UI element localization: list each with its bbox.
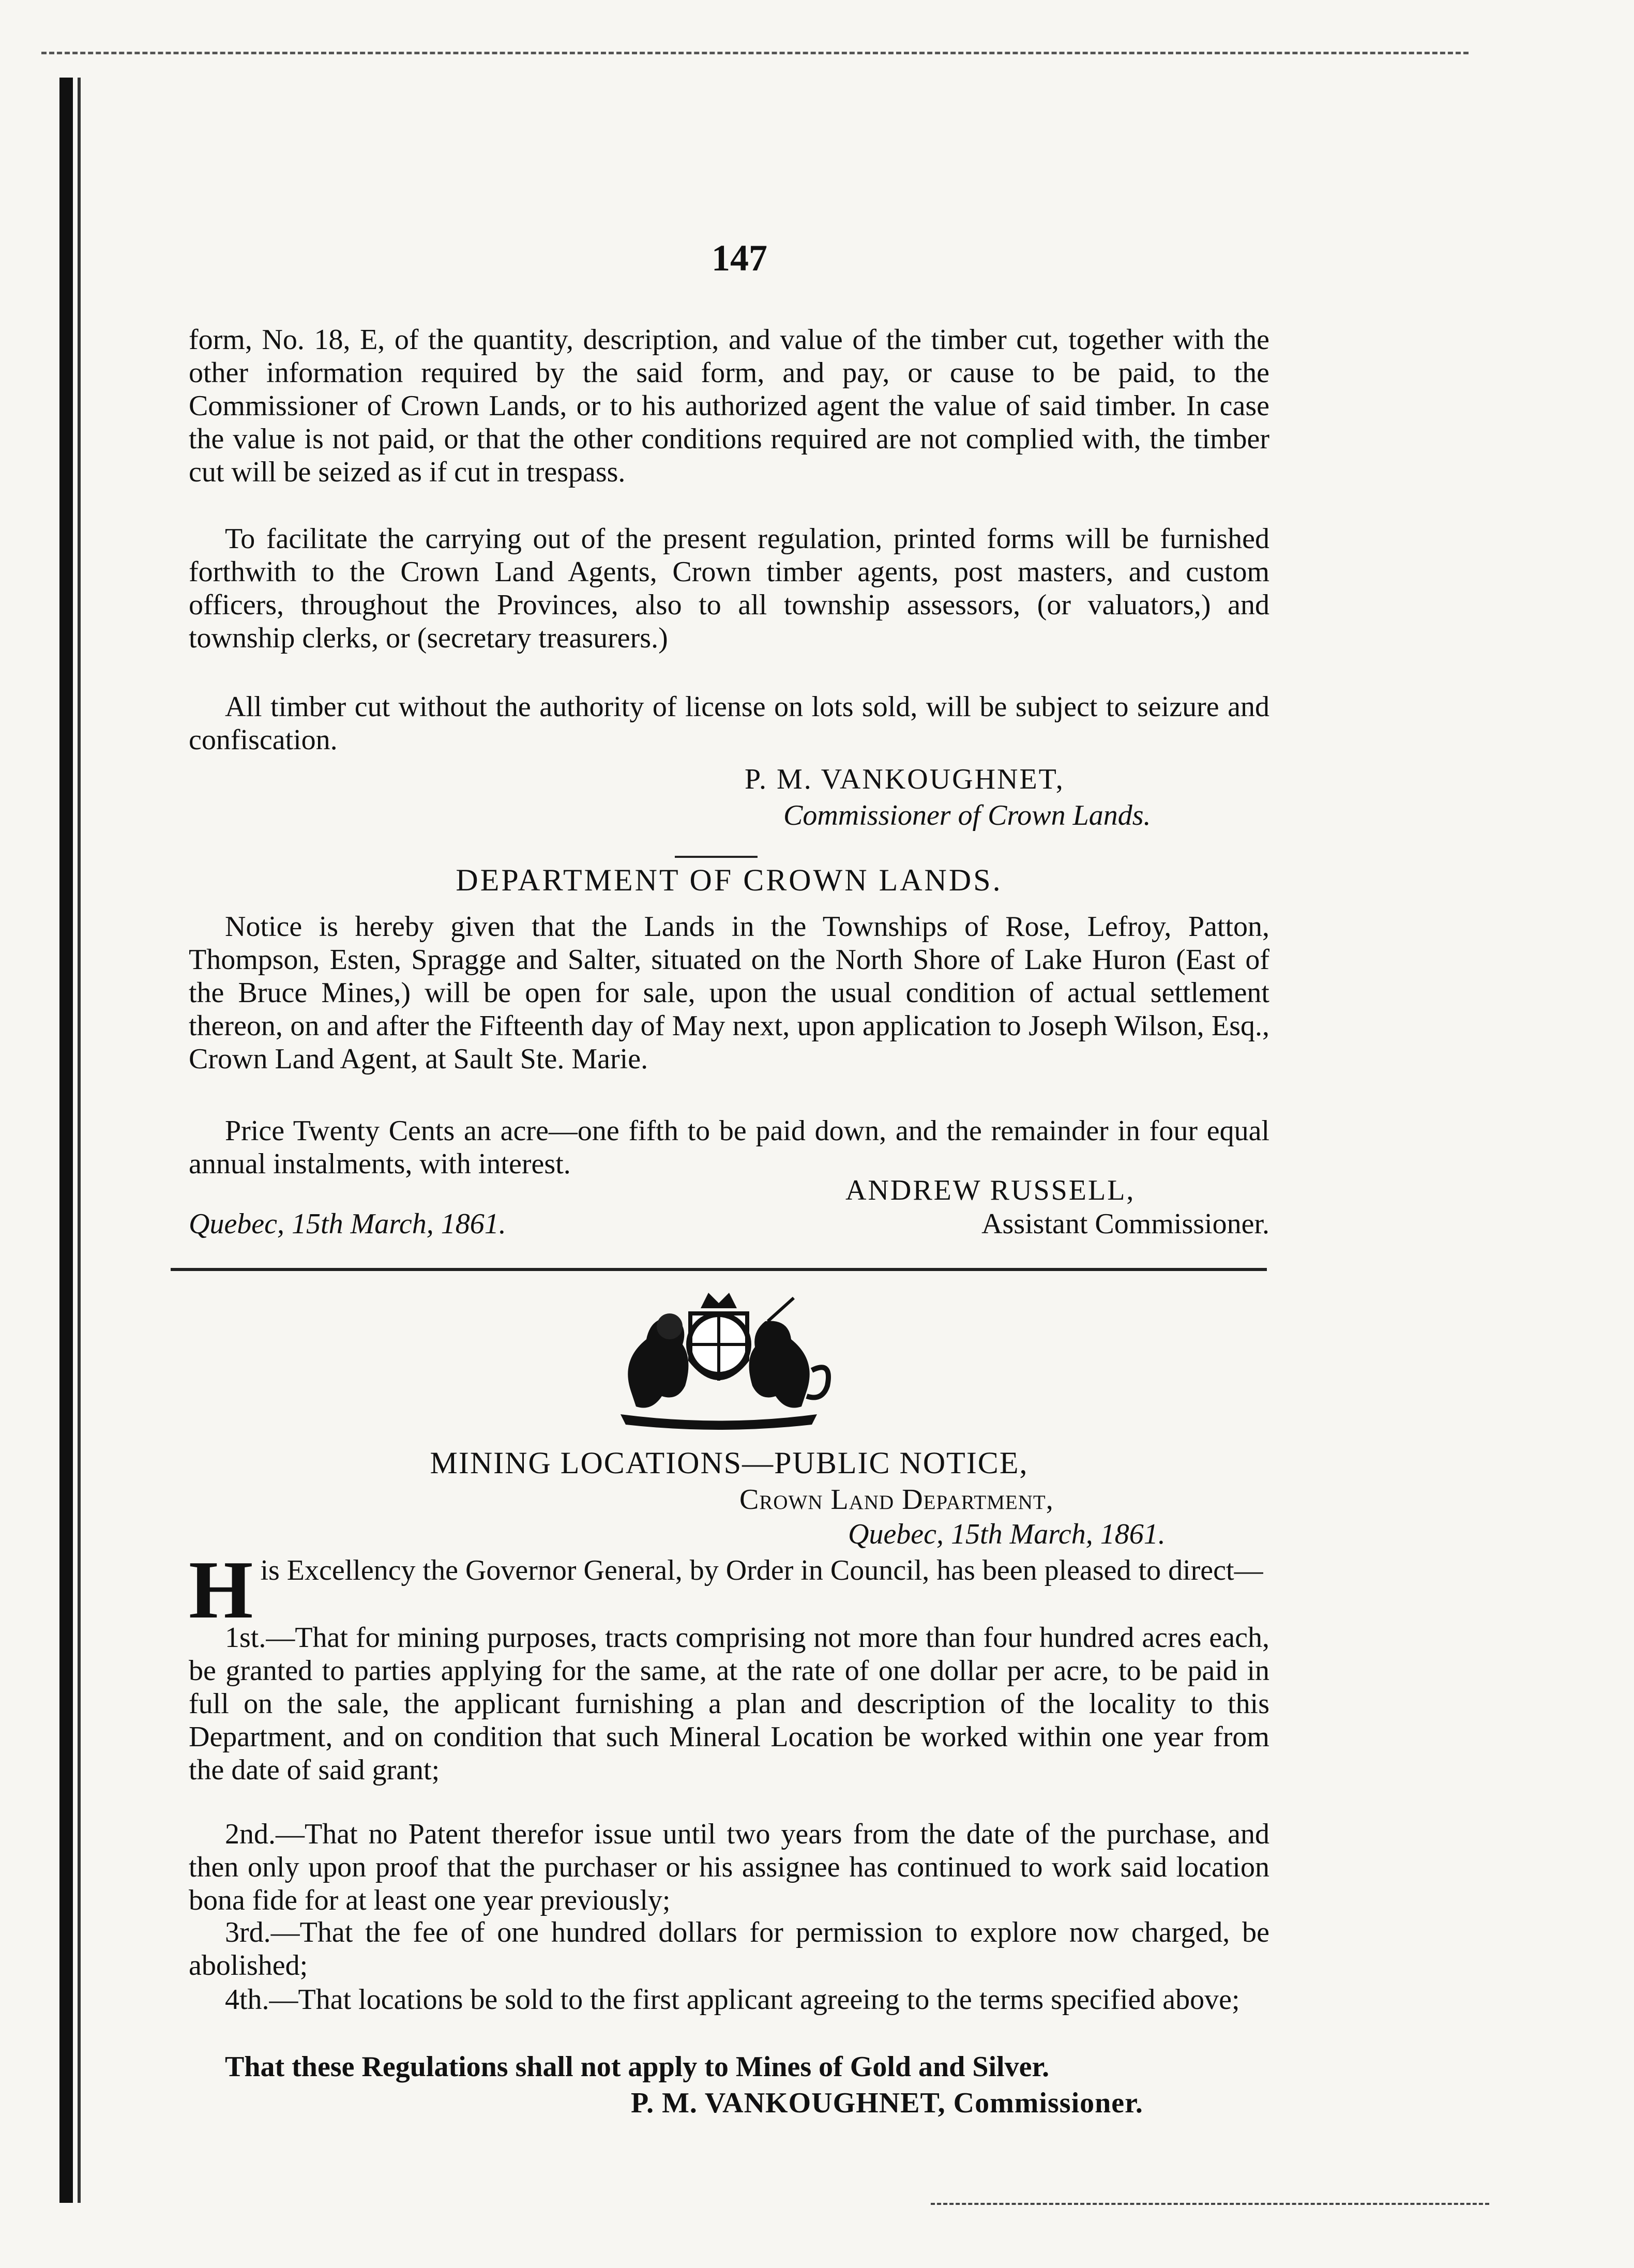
mining-item-4: 4th.—That locations be sold to the first applicant agreeing to the terms specified above; (225, 1984, 1240, 2016)
dept-date: Quebec, 15th March, 1861. (189, 1208, 506, 1240)
dept-paragraph-2: Price Twenty Cents an acre—one fifth to be paid down, and the remainder in four equal annual instalments, with interest. (189, 1115, 1269, 1180)
dept-signature-title: Assistant Commissioner. (981, 1208, 1269, 1240)
mining-intro-block (189, 1544, 1269, 1636)
dropcap-letter: H (189, 1544, 253, 1636)
left-binding-edge-inner (78, 78, 81, 2203)
timber-signature-title: Commissioner of Crown Lands. (783, 799, 1151, 831)
dept-paragraph-1: Notice is hereby given that the Lands in the Townships of Rose, Lefroy, Patton, Thompson, Esten, Spragge and Salter, situated on the North Shore of Lake Huron (East of the Bruce Mines,) will be open for sale, upon the usual condition of actual settlement thereon, on and after the Fifteenth day of May next, upon application to Joseph Wilson, Esq., Crown Land Agent, at Sault Ste. Marie. (189, 911, 1269, 1075)
dept-signature-name: ANDREW RUSSELL, (845, 1174, 1136, 1206)
mining-signature: P. M. VANKOUGHNET, Commissioner. (631, 2087, 1143, 2119)
timber-signature-name: P. M. VANKOUGHNET, (745, 763, 1065, 795)
mining-item-2: 2nd.—That no Patent therefor issue until two years from the date of the purchase, and then only upon proof that the purchaser or his assignee has continued to work said location bona fide for at least one year previously; (189, 1818, 1269, 1916)
timber-paragraph-1: form, No. 18, E, of the quantity, description, and value of the timber cut, together with the other information required by the said form, and pay, or cause to be paid, to the Commissioner of Crown Lands, or to his authorized agent the value of said timber. In case the value is not paid, or that the other conditions required are not complied with, the timber cut will be seized as if cut in trespass. (189, 324, 1269, 488)
dept-heading: DEPARTMENT OF CROWN LANDS. (456, 863, 1003, 897)
page-number: 147 (712, 237, 767, 279)
mining-item-3: 3rd.—That the fee of one hundred dollars for permission to explore now charged, be abolished; (189, 1916, 1269, 1982)
mining-item-1: 1st.—That for mining purposes, tracts comprising not more than four hundred acres each, be granted to parties applying for the same, at the rate of one dollar per acre, to be paid in full on the sale, the applicant furnishing a plan and description of the locality to this Department, and on condition that such Mineral Location be worked within one year from the date of said grant; (189, 1622, 1269, 1786)
section-divider-short (675, 856, 758, 858)
mining-date: Quebec, 15th March, 1861. (848, 1518, 1166, 1550)
timber-paragraph-3: All timber cut without the authority of license on lots sold, will be subject to seizure and confiscation. (189, 691, 1269, 756)
timber-paragraph-2: To facilitate the carrying out of the present regulation, printed forms will be furnished forthwith to the Crown Land Agents, Crown timber agents, post masters, and custom officers, throughout the Provinces, also to all township assessors, (or valuators,) and township clerks, or (secretary treasurers.) (189, 523, 1269, 654)
left-binding-edge (59, 78, 73, 2203)
top-border-line (41, 52, 1469, 54)
mining-heading: MINING LOCATIONS—PUBLIC NOTICE, (430, 1446, 1028, 1480)
mining-intro: is Excellency the Governor General, by Order in Council, has been pleased to direct— (260, 1554, 1263, 1586)
mining-item-5: That these Regulations shall not apply to Mines of Gold and Silver. (225, 2051, 1050, 2083)
mining-dept-line: Crown Land Department, (739, 1484, 1054, 1516)
royal-arms-emblem (589, 1282, 848, 1432)
bottom-border-line (931, 2203, 1489, 2205)
section-divider (171, 1268, 1267, 1271)
